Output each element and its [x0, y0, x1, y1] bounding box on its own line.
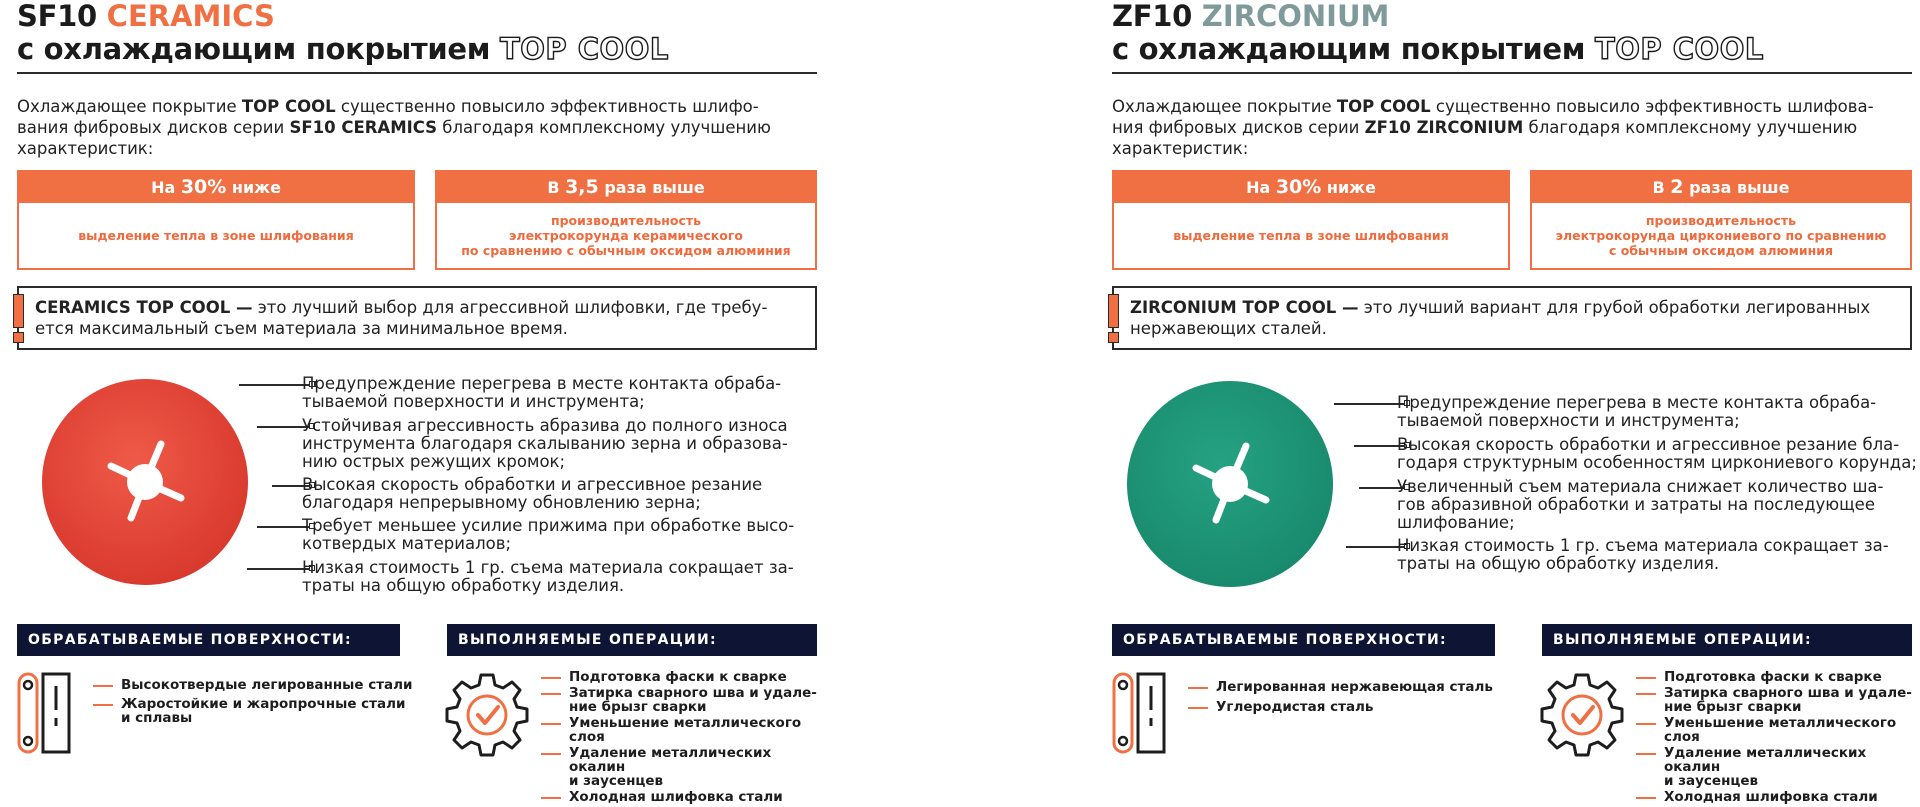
box-body: производительность электрокорунда керамического по сравнению с обычным оксидом алюминия: [461, 213, 791, 258]
callout-marker: [13, 294, 24, 328]
title-divider: [1112, 72, 1912, 74]
operations-header: ВЫПОЛНЯЕМЫЕ ОПЕРАЦИИ:: [447, 624, 817, 656]
box-header: На 30% ниже: [1114, 172, 1508, 203]
performance-box: [435, 170, 817, 270]
list-item: Уменьшение металлического слоя: [1636, 716, 1912, 744]
feature-item: Высокая скорость обработки и агрессивное резание бла- годаря структурным особенностям циркониевого корунда;: [1397, 435, 1917, 472]
top-cool-outline-text: TOP COOL: [1594, 32, 1764, 66]
box-body: производительность электрокорунда циркониевого по сравнению с обычным оксидом алюминия: [1555, 213, 1887, 258]
page-title: ZF10 ZIRCONIUM с охлаждающим покрытием TOP COOL: [1112, 0, 1764, 66]
operations-header: ВЫПОЛНЯЕМЫЕ ОПЕРАЦИИ:: [1542, 624, 1912, 656]
surfaces-header: ОБРАБАТЫВАЕМЫЕ ПОВЕРХНОСТИ:: [1112, 624, 1495, 656]
operations-list: [1636, 670, 1912, 804]
performance-box: [1530, 170, 1912, 270]
list-item: Холодная шлифовка стали: [541, 790, 831, 804]
zirconium-column: [1112, 0, 1917, 807]
feature-item: Требует меньшее усилие прижима при обработке высо- котвердых материалов;: [302, 516, 795, 553]
list-item: Подготовка фаски к сварке: [541, 670, 831, 684]
callout-marker: [1108, 294, 1119, 328]
feature-item: Низкая стоимость 1 гр. съема материала сокращает за- траты на общую обработку изделия.: [302, 558, 794, 595]
list-item: Жаростойкие и жаропрочные стали и сплавы: [93, 697, 413, 725]
ceramics-disc-image: [41, 378, 249, 586]
gear-check-icon: [1540, 673, 1624, 757]
surface-plate-icon: [1112, 670, 1168, 756]
title-divider: [17, 72, 817, 74]
gear-check-icon: [445, 673, 529, 757]
product-callout: ZIRCONIUM TOP COOL — это лучший вариант для грубой обработки легированных нержавеющих сталей.: [1112, 286, 1912, 350]
feature-item: Увеличенный съем материала снижает количество ша- гов абразивной обработки и затраты на последующее шлифование;: [1397, 477, 1884, 532]
surfaces-list: [93, 678, 413, 725]
list-item: Удаление металлических окалин и заусенцев: [541, 746, 831, 788]
feature-item: Предупреждение перегрева в месте контакта обраба- тываемой поверхности и инструмента;: [302, 374, 782, 411]
box-header: В 2 раза выше: [1532, 172, 1910, 203]
list-item: Легированная нержавеющая сталь: [1188, 680, 1508, 694]
list-item: Затирка сварного шва и удале- ние брызг сварки: [541, 686, 831, 714]
list-item: Затирка сварного шва и удале- ние брызг сварки: [1636, 686, 1912, 714]
callout-marker-small: [13, 332, 24, 343]
ceramics-column: [17, 0, 817, 807]
zirconium-disc-image: [1126, 380, 1334, 588]
callout-marker-small: [1108, 332, 1119, 343]
heat-reduction-box: [1112, 170, 1510, 270]
list-item: Высокотвердые легированные стали: [93, 678, 413, 692]
title-accent: CERAMICS: [106, 0, 275, 33]
surface-plate-icon: [17, 670, 73, 756]
list-item: Удаление металлических окалин и заусенцев: [1636, 746, 1912, 788]
heat-reduction-box: [17, 170, 415, 270]
surfaces-header: ОБРАБАТЫВАЕМЫЕ ПОВЕРХНОСТИ:: [17, 624, 400, 656]
operations-list: [541, 670, 831, 804]
feature-item: Высокая скорость обработки и агрессивное резание благодаря непрерывному обновлению зерна;: [302, 475, 763, 512]
top-cool-outline-text: TOP COOL: [499, 32, 669, 66]
intro-paragraph: Охлаждающее покрытие TOP COOL существенно повысило эффективность шлифо- вания фибровых дисков серии SF10 CERAMICS благодаря комплексному улучшению характеристик:: [17, 97, 771, 158]
box-header: На 30% ниже: [19, 172, 413, 203]
box-body: выделение тепла в зоне шлифования: [78, 228, 354, 243]
feature-item: Низкая стоимость 1 гр. съема материала сокращает за- траты на общую обработку изделия.: [1397, 536, 1889, 573]
intro-paragraph: Охлаждающее покрытие TOP COOL существенно повысило эффективность шлифова- ния фибровых дисков серии ZF10 ZIRCONIUM благодаря комплексному улучшению характеристик:: [1112, 97, 1874, 158]
list-item: Углеродистая сталь: [1188, 700, 1508, 714]
box-header: В 3,5 раза выше: [437, 172, 815, 203]
feature-item: Предупреждение перегрева в месте контакта обраба- тываемой поверхности и инструмента;: [1397, 393, 1877, 430]
list-item: Уменьшение металлического слоя: [541, 716, 831, 744]
page-title: SF10 CERAMICS с охлаждающим покрытием TOP COOL: [17, 0, 669, 66]
list-item: Подготовка фаски к сварке: [1636, 670, 1912, 684]
surfaces-list: [1188, 680, 1508, 714]
product-callout: CERAMICS TOP COOL — это лучший выбор для агрессивной шлифовки, где требу- ется максимальный съем материала за минимальное время.: [17, 286, 817, 350]
list-item: Холодная шлифовка стали: [1636, 790, 1912, 804]
feature-item: Устойчивая агрессивность абразива до полного износа инструмента благодаря скалыванию зерна и образова- нию острых режущих кромок;: [302, 416, 788, 471]
box-body: выделение тепла в зоне шлифования: [1173, 228, 1449, 243]
title-accent: ZIRCONIUM: [1201, 0, 1390, 33]
